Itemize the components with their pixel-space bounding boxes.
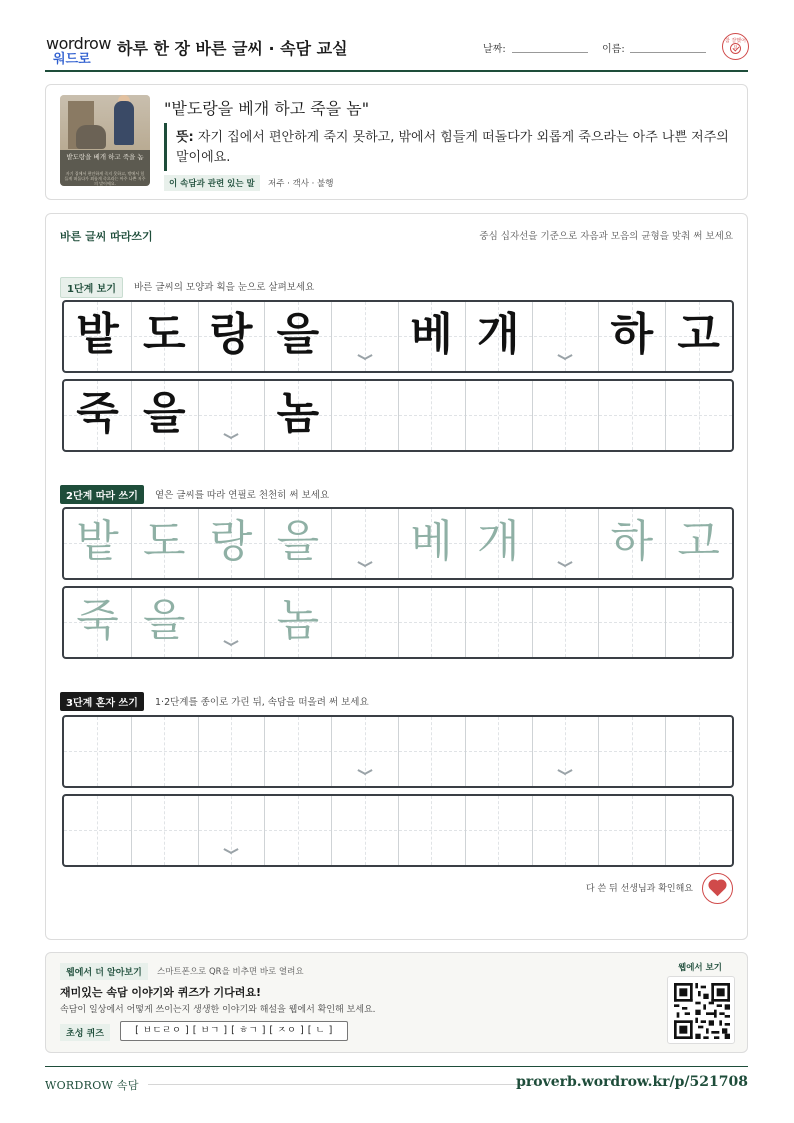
grid-cell-divider [331,588,332,657]
step1-badge: 1단계 보기 [60,277,123,298]
space-mark-icon [558,769,572,777]
grid-cell-divider [598,588,599,657]
chosung-quiz: [ ㅂㄷㄹㅇ ] [ ㅂㄱ ] [ ㅎㄱ ] [ ㅈㅇ ] [ ㄴ ] [120,1021,348,1041]
practice-glyph: 도 [143,309,186,360]
practice-glyph: 놈 [276,388,320,439]
footer-divider [45,1066,748,1067]
grid-cell-divider [665,588,666,657]
practice-glyph: 을 [276,516,320,567]
grid-center-guide [565,381,566,450]
practice-glyph: 하 [610,309,654,360]
grid-cell-divider [131,717,132,786]
grid-center-guide [699,381,700,450]
grid-center-guide [632,588,633,657]
proverb-title: "밭도랑을 베개 하고 죽을 놈" [164,99,370,118]
heart-stamp-icon [702,873,733,904]
quiz-label: 초성 퀴즈 [60,1024,110,1041]
grid-center-guide [431,588,432,657]
practice-glyph: 도 [143,516,186,567]
grid-center-guide [164,796,165,865]
praise-stamp-icon [722,33,749,60]
logo-hangul: 워드로 [53,52,91,67]
grid-center-guide [365,381,366,450]
practice-glyph: 죽 [76,388,119,439]
check-icon [730,43,741,54]
web-subtext: 속담이 일상에서 어떻게 쓰이는지 생생한 이야기와 해설을 웹에서 확인해 보세요. [60,1005,376,1015]
practice-glyph: 을 [276,309,320,360]
practice-section [45,213,748,940]
grid-center-guide [431,381,432,450]
practice-title: 바른 글씨 따라쓰기 [60,230,153,243]
step3-row2[interactable] [62,794,734,867]
practice-glyph: 고 [677,516,720,567]
grid-center-guide [231,717,232,786]
practice-glyph: 밭 [76,516,119,567]
heart-icon [710,881,726,897]
related-words: 저주 · 객사 · 불행 [268,179,334,189]
grid-cell-divider [331,509,332,578]
meaning-text: 자기 집에서 편안하게 죽지 못하고, 밖에서 힘들게 떠돌다가 외롭게 죽으라는 아주 나쁜 저주의 말이에요. [176,130,729,165]
step1-row2 [62,379,734,452]
grid-cell-divider [398,588,399,657]
date-field[interactable] [512,52,588,53]
step2-row1[interactable] [62,507,734,580]
grid-center-guide [632,381,633,450]
qr-code[interactable] [667,976,735,1044]
space-mark-icon [224,640,238,648]
space-mark-icon [358,561,372,569]
illustration-small-text: 자기 집에서 편안하게 죽지 못하고, 밖에서 힘들게 떠돌다가 외롭게 죽으라는 아주 나쁜 저주의 말이에요. [64,171,146,186]
practice-glyph: 개 [477,516,520,567]
grid-center-guide [498,717,499,786]
step2-row2[interactable] [62,586,734,659]
grid-center-guide [498,381,499,450]
stamp-text: 참 잘했어요 [725,38,746,51]
grid-cell-divider [532,302,533,371]
practice-glyph: 하 [610,516,654,567]
meaning-label: 뜻: [176,130,194,145]
related-label: 이 속담과 관련 있는 말 [164,175,260,191]
practice-hint: 중심 십자선을 기준으로 자음과 모음의 균형을 맞춰 써 보세요 [479,231,733,242]
grid-center-guide [498,796,499,865]
practice-glyph: 개 [477,309,520,360]
grid-cell-divider [198,796,199,865]
grid-cell-divider [532,588,533,657]
web-hint: 스마트폰으로 QR을 비추면 바로 열려요 [157,967,304,977]
step1-row1 [62,300,734,373]
web-headline: 재미있는 속담 이야기와 퀴즈가 기다려요! [60,986,261,999]
grid-cell-divider [465,381,466,450]
grid-center-guide [431,717,432,786]
footer-url[interactable]: proverb.wordrow.kr/p/521708 [516,1074,748,1090]
grid-cell-divider [598,717,599,786]
grid-cell-divider [465,796,466,865]
practice-glyph: 랑 [209,309,253,360]
qr-code-icon [674,983,730,1039]
footer-rule [148,1084,540,1085]
space-mark-icon [224,433,238,441]
footer-brand: WORDROW 속담 [45,1079,139,1092]
grid-cell-divider [198,588,199,657]
grid-center-guide [565,796,566,865]
space-mark-icon [224,848,238,856]
practice-glyph: 을 [143,595,186,646]
step3-desc: 1·2단계를 종이로 가린 뒤, 속담을 떠올려 써 보세요 [155,697,369,708]
grid-center-guide [699,796,700,865]
name-field[interactable] [630,52,706,53]
practice-glyph: 밭 [76,309,119,360]
grid-cell-divider [198,381,199,450]
grid-center-guide [699,588,700,657]
step3-row1[interactable] [62,715,734,788]
grid-cell-divider [665,717,666,786]
space-mark-icon [558,561,572,569]
grid-cell-divider [465,588,466,657]
grid-cell-divider [131,796,132,865]
grid-center-guide [298,796,299,865]
space-mark-icon [558,354,572,362]
grid-cell-divider [532,796,533,865]
grid-center-guide [164,717,165,786]
teacher-check-note: 다 쓴 뒤 선생님과 확인해요 [585,884,693,894]
grid-cell-divider [532,717,533,786]
grid-center-guide [298,717,299,786]
grid-center-guide [632,717,633,786]
grid-cell-divider [598,796,599,865]
grid-cell-divider [398,381,399,450]
date-label: 날짜: [483,44,506,55]
meaning-accent-bar [164,123,167,171]
name-label: 이름: [602,44,625,55]
grid-cell-divider [665,796,666,865]
grid-cell-divider [665,381,666,450]
grid-center-guide [97,717,98,786]
step1-desc: 바른 글씨의 모양과 획을 눈으로 살펴보세요 [134,282,315,293]
step2-desc: 옅은 글씨를 따라 연필로 천천히 써 보세요 [155,490,330,501]
qr-label: 웹에서 보기 [678,963,723,973]
practice-glyph: 베 [410,516,453,567]
grid-cell-divider [264,796,265,865]
proverb-illustration [60,95,150,186]
proverb-card [45,84,748,200]
space-mark-icon [358,769,372,777]
grid-cell-divider [398,717,399,786]
practice-glyph: 랑 [209,516,253,567]
logo-wordmark: wordrow [46,34,111,53]
grid-cell-divider [532,381,533,450]
proverb-meaning [176,128,731,168]
practice-glyph: 죽 [76,595,119,646]
grid-cell-divider [465,717,466,786]
grid-cell-divider [398,796,399,865]
grid-cell-divider [532,509,533,578]
practice-glyph: 을 [143,388,186,439]
page-title: 하루 한 장 바른 글씨 · 속담 교실 [117,39,348,58]
web-promo-box [45,952,748,1053]
space-mark-icon [358,354,372,362]
grid-center-guide [365,796,366,865]
grid-cell-divider [198,717,199,786]
step3-badge: 3단계 혼자 쓰기 [60,692,144,711]
grid-center-guide [365,588,366,657]
grid-cell-divider [331,302,332,371]
practice-glyph: 베 [410,309,453,360]
grid-center-guide [632,796,633,865]
grid-center-guide [565,588,566,657]
grid-cell-divider [331,381,332,450]
grid-center-guide [498,588,499,657]
wordrow-logo [45,34,111,67]
grid-cell-divider [264,717,265,786]
practice-glyph: 고 [677,309,720,360]
grid-cell-divider [598,381,599,450]
step2-badge: 2단계 따라 쓰기 [60,485,144,504]
grid-cell-divider [331,717,332,786]
grid-center-guide [431,796,432,865]
web-badge: 웹에서 더 알아보기 [60,963,148,980]
illustration-caption: 밭도랑을 베개 하고 죽을 놈 [66,153,144,161]
grid-center-guide [699,717,700,786]
grid-cell-divider [331,796,332,865]
page-header [45,30,748,72]
grid-center-guide [97,796,98,865]
practice-glyph: 놈 [276,595,320,646]
